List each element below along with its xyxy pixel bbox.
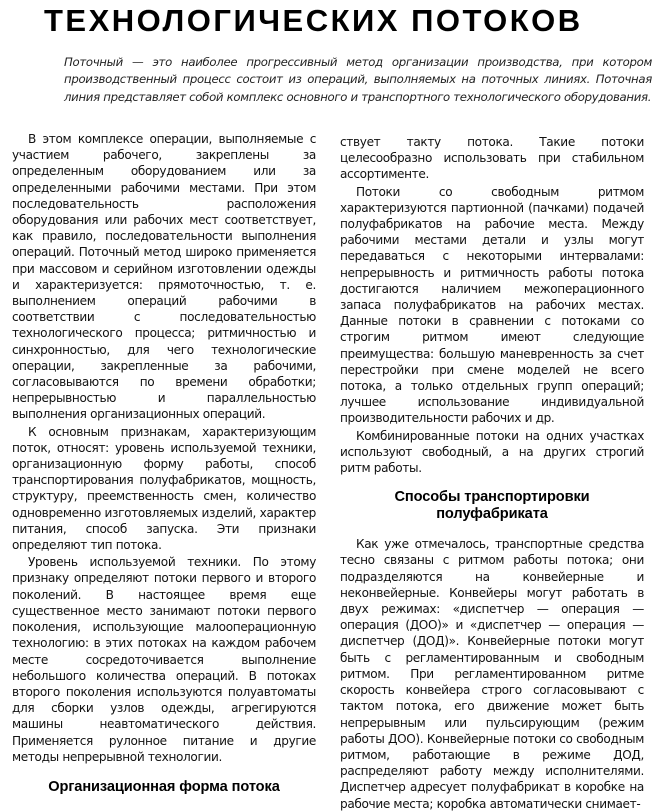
left-column	[12, 131, 316, 796]
right-column	[340, 134, 644, 812]
body-paragraph: Как уже отмечалось, транспортные средства тесно связаны с ритмом работы потока; они подразделяются на конвейерные и неконвейерные. Конвейеры могут работать в двух режимах: «диспетчер — операция — операция (ДОО)» и «диспетчер — операция — диспетчер (ДОД)». Конвейерные потоки могут быть с регламентированным и свободным ритмом. При регламентированном ритме скорость конвейера строго согласовывают с тактом потока, его движение может быть непрерывным или пульсирующим (режим работы ДОО). Конвейерные потоки со свободным ритмом, работающие в режиме ДОД, распределяют работу между исполнителями. Диспетчер адресует полуфабрикат в коробке на рабочие места; коробка автоматически снимает-	[340, 537, 644, 811]
subheading-organizational-form: Организационная форма потока	[48, 778, 280, 795]
body-paragraph: Уровень используемой техники. По этому признаку определяют потоки первого и второго поколений. В настоящее время еще существенное место занимают потоки первого поколения, использующие малооперационную технологию: в этих потоках на каждом рабочем месте сосредоточивается выполнение небольшого количества операций. В потоках второго поколения используются полуавтоматы для сборки узлов одежды, агрегируются машины неавтоматического действия. Применяется рулонное питание и другие методы непрерывной технологии.	[12, 555, 316, 764]
body-paragraph: К основным признакам, характеризующим поток, относят: уровень используемой техники, организационную форму работы, способ транспортирования полуфабрикатов, мощность, структуру, преемственность смен, количество одновременно изготовляемых изделий, характер питания, способ запуска. Эти признаки определяют тип потока.	[12, 424, 316, 553]
body-paragraph-continued: ствует такту потока. Такие потоки целесообразно использовать при стабильном ассортименте.	[340, 135, 644, 182]
body-paragraph: Потоки со свободным ритмом характеризуются партионной (пачками) подачей полуфабрикатов на рабочие места. Между рабочими местами детали и узлы могут передаваться с некоторыми интервалами: непрерывность и ритмичность работы потока достигаются наличием межоперационного запаса полуфабрикатов на рабочих местах. Данные потоки в сравнении с потоками со строгим ритмом имеют следующие преимущества: большую маневренность за счет перестройки при смене моделей не всего потока, а только отдельных групп операций; лучшее использование индивидуальной производительности рабочих и др.	[340, 184, 644, 426]
body-paragraph: Комбинированные потоки на одних участках используют свободный, а на других строгий ритм работы.	[340, 428, 644, 476]
body-paragraph: В этом комплексе операции, выполняемые с участием рабочего, закреплены за определенным оборудованием или за определенными рабочими местами. При этом последовательность расположения оборудования или рабочих мест соответствует, как правило, последовательности выполнения операций. Поточный метод широко применяется при массовом и серийном изготовлении одежды и характеризуется: прямоточностью, т. е. выполнением операций рабочими в соответствии с последовательностью технологического процесса; ритмичностью и синхронностью, для чего технологические операции, закрепленные за рабочими, согласовываются по времени обработки; непрерывностью и параллельностью выполнения организационных операций.	[12, 132, 316, 422]
intro-paragraph: Поточный — это наиболее прогрессивный метод организации производства, при котором производственный процесс состоит из операций, выполняемых на поточных линиях. Поточная линия представляет собой комплекс основного и транспортного технологического оборудования.	[64, 55, 652, 104]
subheading-transport-methods: Способы транспортировки полуфабриката	[394, 489, 590, 523]
section-heading: ТЕХНОЛОГИЧЕСКИХ ПОТОКОВ	[44, 3, 583, 38]
